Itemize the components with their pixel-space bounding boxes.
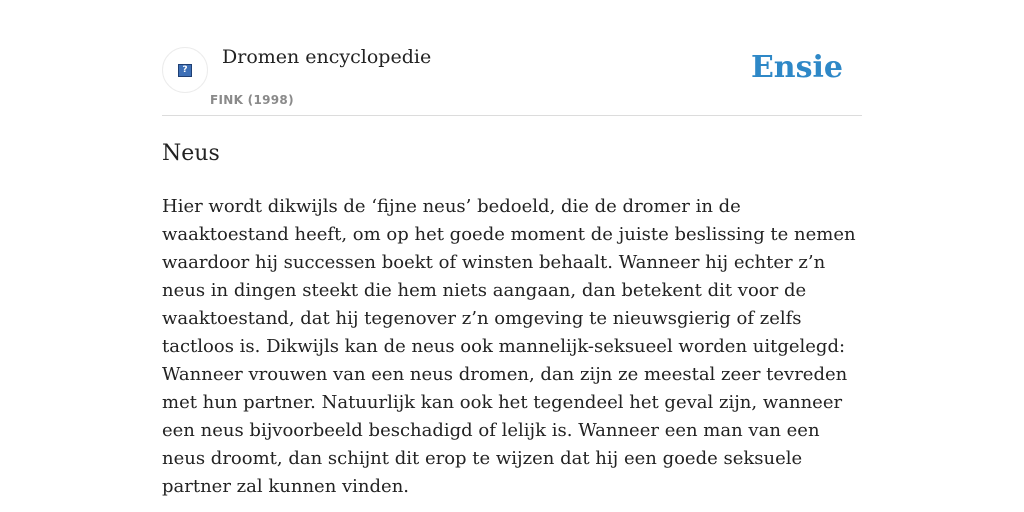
entry-card (162, 0, 862, 512)
entry-title: Neus (162, 141, 220, 166)
ensie-logo-link[interactable]: Ensie (750, 50, 843, 85)
question-box-icon: ? (178, 64, 192, 77)
entry-body: Hier wordt dikwijls de ‘fijne neus’ bedoeld, die de dromer in de waaktoestand heeft, om op het goede moment de juiste beslissing te nemen waardoor hij successen boekt of winsten behaalt. Wanneer hij echter z’n neus in dingen steekt die hem niets aangaan, dan betekent dit voor de waaktoestand, dat hij tegenover z’n omgeving te nieuwsgierig of zelfs tactloos is. Dikwijls kan de neus ook mannelijk-seksueel worden uitgelegd: Wanneer vrouwen van een neus dromen, dan zijn ze meestal zeer tevreden met hun partner. Natuurlijk kan ook het tegendeel het geval zijn, wanneer een neus bijvoorbeeld beschadigd of lelijk is. Wanneer een man van een neus droomt, dan schijnt dit erop te wijzen dat hij een goede seksuele partner zal kunnen vinden. (162, 196, 856, 497)
entry-header (162, 0, 862, 116)
source-title[interactable]: Dromen encyclopedie (222, 46, 432, 68)
source-logo[interactable] (162, 47, 208, 93)
source-author: FINK (1998) (210, 93, 294, 107)
